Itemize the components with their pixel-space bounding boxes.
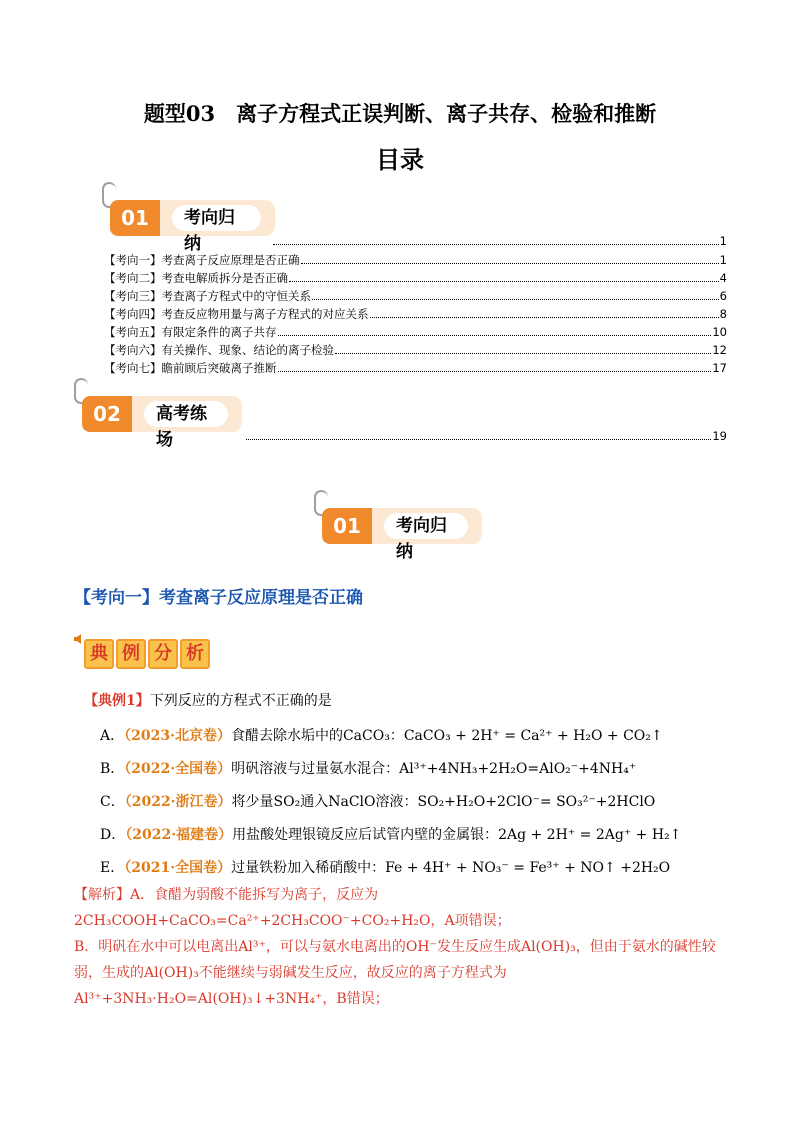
section-badge-1 [110, 200, 275, 254]
option-e [100, 857, 670, 877]
option-source: （2023·北京卷） [124, 728, 231, 744]
toc-entry[interactable] [272, 233, 727, 249]
question-text: 下列反应的方程式不正确的是 [149, 693, 332, 709]
badge-label-box [160, 200, 275, 254]
badge-label-box [372, 508, 482, 562]
toc-entry[interactable] [104, 306, 727, 322]
option-source: （2022·浙江卷） [124, 794, 232, 810]
toc-entry-title: 【考向七】瞻前顾后突破离子推断 [104, 361, 277, 375]
option-text: 将少量SO₂通入NaClO溶液：SO₂+H₂O+2ClO⁻= SO₃²⁻+2HClO [231, 794, 656, 810]
toc-entry-page: 6 [719, 289, 727, 303]
banner-char: 例 [116, 639, 146, 669]
option-a [100, 725, 663, 745]
page-title: 题型03 离子方程式正误判断、离子共存、检验和推断 [143, 101, 657, 126]
toc-entry-page: 8 [719, 307, 727, 321]
option-text: 用盐酸处理银镜反应后试管内壁的金属银：2Ag + 2H⁺ = 2Ag⁺ + H₂↑ [232, 827, 682, 843]
toc-entry-page: 10 [712, 325, 727, 339]
toc-entry-page: 19 [712, 429, 727, 443]
option-text: 过量铁粉加入稀硝酸中：Fe + 4H⁺ + NO₃⁻ = Fe³⁺ + NO↑ +2H₂O [231, 860, 671, 876]
toc-entry-page: 1 [719, 234, 727, 248]
toc-entry-page: 17 [712, 361, 727, 375]
toc-entry-page: 1 [719, 253, 727, 267]
option-letter: E． [100, 860, 125, 876]
toc-entry-page: 4 [719, 271, 727, 285]
badge-number: 01 [322, 508, 372, 544]
toc-entry-page: 12 [712, 343, 727, 357]
toc-entry-title: 【考向六】有关操作、现象、结论的离子检验 [104, 343, 334, 357]
option-letter: D． [100, 827, 126, 843]
toc-entry[interactable] [245, 428, 727, 444]
toc-entry-title: 【考向二】考查电解质拆分是否正确 [104, 271, 288, 285]
toc-entry-title: 【考向一】考查离子反应原理是否正确 [104, 253, 300, 267]
badge-number: 01 [110, 200, 160, 236]
option-source: （2022·全国卷） [124, 761, 232, 777]
badge-label: 考向归纳 [172, 205, 261, 231]
section-heading: 【考向一】考查离子反应原理是否正确 [74, 588, 363, 608]
section-badge-center [322, 508, 482, 562]
banner-char: 分 [148, 639, 178, 669]
speaker-icon [74, 634, 84, 644]
section-badge-2 [82, 396, 242, 450]
toc-entry[interactable] [104, 252, 727, 268]
banner-char: 典 [84, 639, 114, 669]
option-d [100, 824, 681, 844]
analysis-a: 【解析】A．食醋为弱酸不能拆写为离子，反应为2CH₃COOH+CaCO₃=Ca²⁺+2CH₃COO⁻+CO₂+H₂O，A项错误； [74, 887, 511, 929]
analysis-b: B．明矾在水中可以电离出Al³⁺，可以与氨水电离出的OH⁻发生反应生成Al(OH)₃，但由于氨水的碱性较弱，生成的Al(OH)₃不能继续与弱碱发生反应，故反应的离子方程式为Al³⁺+3NH₃·H₂O=Al(OH)₃↓+3NH₄⁺，B错误； [74, 939, 716, 1007]
option-b [100, 758, 636, 778]
option-text: 食醋去除水垢中的CaCO₃：CaCO₃ + 2H⁺ = Ca²⁺ + H₂O + CO₂↑ [230, 728, 663, 744]
toc-entry-title: 【考向四】考查反应物用量与离子方程式的对应关系 [104, 307, 369, 321]
option-source: （2022·福建卷） [125, 827, 233, 843]
toc-entry[interactable] [104, 342, 727, 358]
example-label: 【典例1】 [84, 693, 150, 709]
toc-entry-title: 【考向三】考查离子方程式中的守恒关系 [104, 289, 311, 303]
option-text: 明矾溶液与过量氨水混合：Al³⁺+4NH₃+2H₂O=AlO₂⁻+4NH₄⁺ [231, 761, 637, 777]
option-letter: A． [100, 728, 125, 744]
option-letter: C． [100, 794, 125, 810]
badge-number: 02 [82, 396, 132, 432]
toc-entry[interactable] [104, 288, 727, 304]
example-banner [84, 639, 212, 669]
option-source: （2021·全国卷） [124, 860, 232, 876]
toc-entry[interactable] [104, 270, 727, 286]
option-c [100, 791, 655, 811]
option-letter: B． [100, 761, 125, 777]
toc-title: 目录 [376, 145, 424, 174]
banner-char: 析 [180, 639, 210, 669]
badge-label-box [132, 396, 242, 450]
toc-entry[interactable] [104, 324, 727, 340]
toc-entry[interactable] [104, 360, 727, 376]
toc-entry-title: 【考向五】有限定条件的离子共存 [104, 325, 277, 339]
question-stem [84, 690, 332, 710]
badge-label: 高考练场 [144, 401, 228, 427]
badge-label: 考向归纳 [384, 513, 468, 539]
